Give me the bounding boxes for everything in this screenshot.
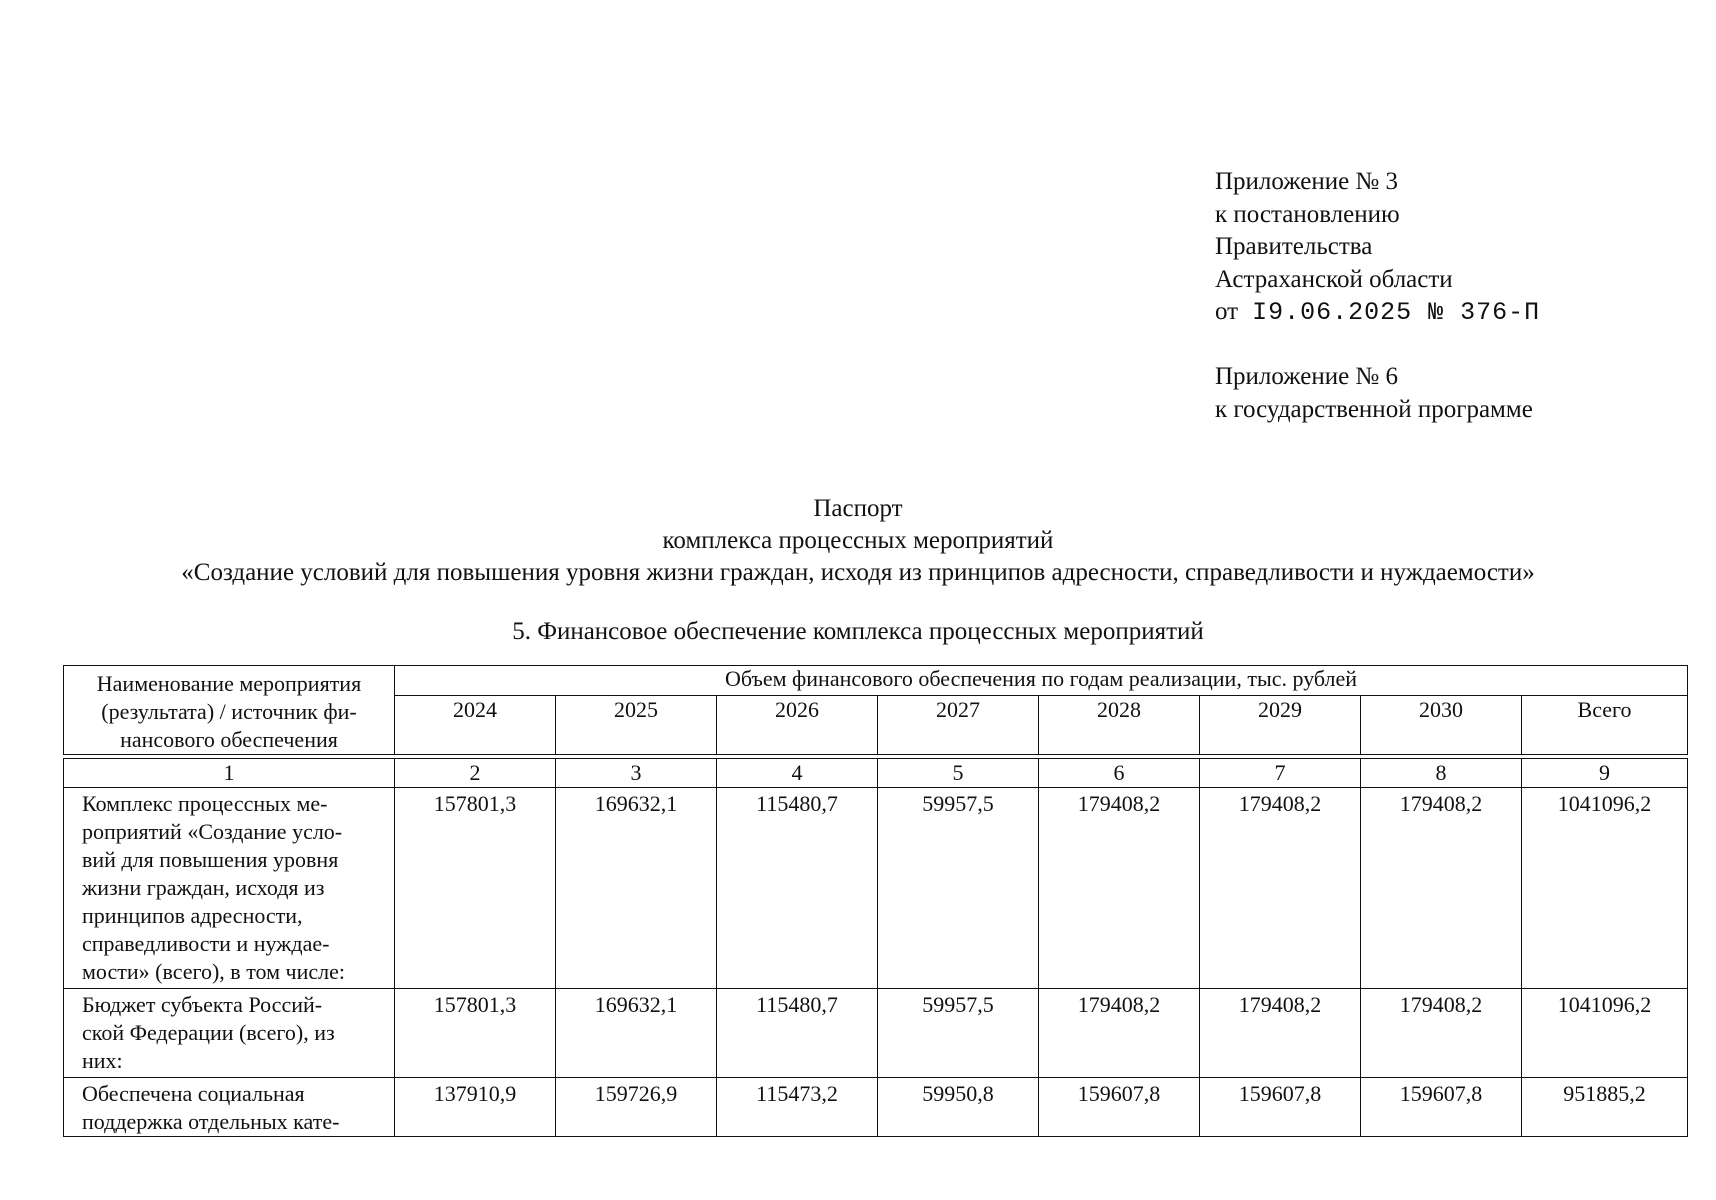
appendix-6-line1: Приложение № 6 — [1215, 363, 1399, 390]
value-cell: 157801,3 — [395, 788, 556, 989]
column-number: 4 — [717, 759, 878, 788]
value-cell: 159607,8 — [1039, 1078, 1200, 1137]
name-header-line: (результата) / источник фи- — [101, 699, 357, 724]
name-column-header — [64, 666, 395, 755]
column-number: 5 — [878, 759, 1039, 788]
section-title: 5. Финансовое обеспечение комплекса процессных мероприятий — [512, 618, 1204, 645]
value-cell: 159607,8 — [1200, 1078, 1361, 1137]
appendix-6-line2: к государственной программе — [1215, 395, 1533, 423]
title-line3: «Создание условий для повышения уровня жизни граждан, исходя из принципов адресности, справедливости и нуждаемости» — [181, 559, 1535, 586]
column-number: 2 — [395, 759, 556, 788]
row-name-line: Комплекс процессных ме- — [82, 791, 328, 816]
value-cell: 137910,9 — [395, 1078, 556, 1137]
value-cell: 169632,1 — [556, 989, 717, 1078]
column-number: 1 — [64, 759, 395, 788]
appendix-3-line1: Приложение № 3 — [1215, 168, 1399, 195]
appendix-3-date-prefix: от — [1215, 298, 1239, 325]
document-title — [0, 493, 1716, 589]
value-cell: 115480,7 — [717, 788, 878, 989]
row-name-line: поддержка отдельных кате- — [82, 1109, 340, 1134]
year-header: 2030 — [1361, 696, 1522, 755]
year-header: 2026 — [717, 696, 878, 755]
year-header: 2028 — [1039, 696, 1200, 755]
value-cell: 59957,5 — [878, 788, 1039, 989]
row-name-line: них: — [82, 1048, 123, 1073]
name-header-line: Наименование мероприятия — [96, 671, 362, 696]
total-cell: 1041096,2 — [1522, 788, 1688, 989]
funding-group-header: Объем финансового обеспечения по годам реализации, тыс. рублей — [395, 666, 1688, 696]
year-header: 2027 — [878, 696, 1039, 755]
value-cell: 179408,2 — [1200, 989, 1361, 1078]
row-name-line: роприятий «Создание усло- — [82, 819, 343, 844]
value-cell: 179408,2 — [1200, 788, 1361, 989]
column-number: 8 — [1361, 759, 1522, 788]
appendix-3-block — [1215, 166, 1540, 330]
name-header-line: нансового обеспечения — [120, 727, 338, 752]
appendix-3-date-number: I9.06.2025 № 376-П — [1252, 298, 1541, 327]
value-cell: 59957,5 — [878, 989, 1039, 1078]
row-name-cell — [64, 989, 395, 1078]
table-row — [64, 989, 1688, 1078]
appendix-3-line2: к постановлению — [1215, 200, 1400, 228]
column-number: 7 — [1200, 759, 1361, 788]
total-cell: 951885,2 — [1522, 1078, 1688, 1137]
row-name-cell — [64, 788, 395, 989]
row-name-line: ской Федерации (всего), из — [82, 1020, 335, 1045]
header-row-group — [64, 666, 1688, 696]
value-cell: 169632,1 — [556, 788, 717, 989]
value-cell: 115480,7 — [717, 989, 878, 1078]
appendix-3-line4: Астраханской области — [1215, 265, 1453, 293]
row-name-line: Бюджет субъекта Россий- — [82, 992, 323, 1017]
value-cell: 159726,9 — [556, 1078, 717, 1137]
column-number: 6 — [1039, 759, 1200, 788]
row-name-cell — [64, 1078, 395, 1137]
year-header: 2025 — [556, 696, 717, 755]
appendix-6-block — [1215, 361, 1533, 426]
row-name-line: справедливости и нуждае- — [82, 931, 330, 956]
year-header: 2029 — [1200, 696, 1361, 755]
appendix-3-line3: Правительства — [1215, 233, 1373, 260]
value-cell: 179408,2 — [1039, 989, 1200, 1078]
column-number-row — [64, 759, 1688, 788]
value-cell: 115473,2 — [717, 1078, 878, 1137]
value-cell: 159607,8 — [1361, 1078, 1522, 1137]
value-cell: 179408,2 — [1039, 788, 1200, 989]
year-header: 2024 — [395, 696, 556, 755]
value-cell: 179408,2 — [1361, 788, 1522, 989]
table-row — [64, 1078, 1688, 1137]
row-name-line: жизни граждан, исходя из — [82, 875, 325, 900]
row-name-line: мости» (всего), в том числе: — [82, 959, 345, 984]
appendix-3-date-line — [1215, 296, 1540, 330]
title-line1: Паспорт — [813, 495, 903, 522]
column-number: 9 — [1522, 759, 1688, 788]
title-line2: комплекса процессных мероприятий — [662, 527, 1054, 554]
table-row — [64, 788, 1688, 989]
row-name-line: принципов адресности, — [82, 903, 303, 928]
financing-table — [63, 665, 1688, 1137]
value-cell: 179408,2 — [1361, 989, 1522, 1078]
column-number: 3 — [556, 759, 717, 788]
value-cell: 157801,3 — [395, 989, 556, 1078]
value-cell: 59950,8 — [878, 1078, 1039, 1137]
row-name-line: вий для повышения уровня — [82, 847, 339, 872]
total-header: Всего — [1522, 696, 1688, 755]
total-cell: 1041096,2 — [1522, 989, 1688, 1078]
row-name-line: Обеспечена социальная — [82, 1081, 305, 1106]
